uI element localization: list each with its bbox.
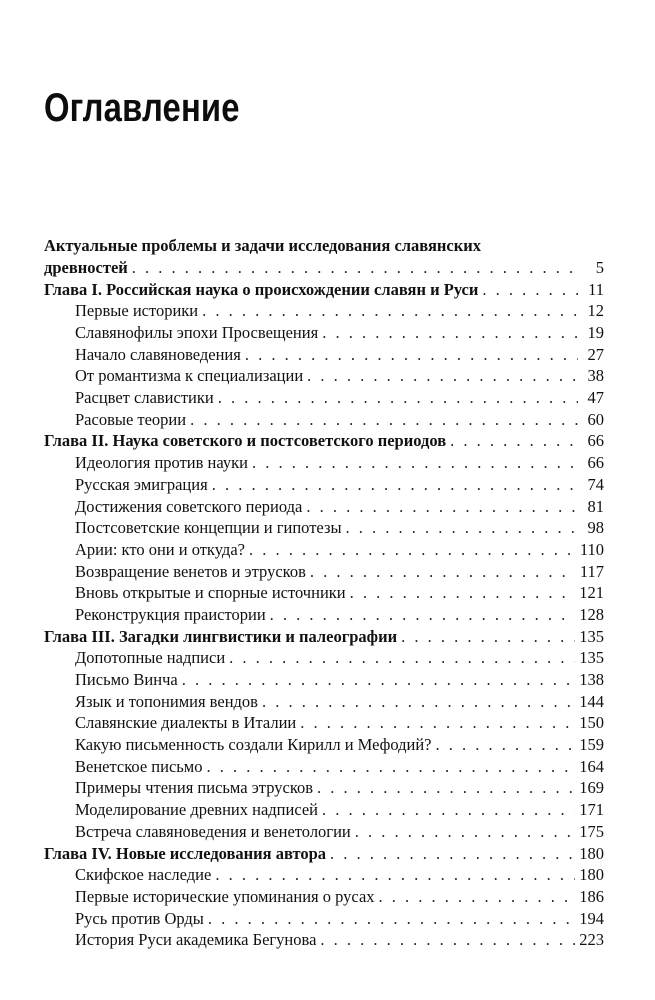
toc-section[interactable] [44, 929, 604, 951]
page-number: 19 [587, 323, 604, 343]
page-number: 150 [579, 713, 604, 733]
toc-chapter-4[interactable] [44, 843, 604, 865]
toc-chapter-1[interactable] [44, 279, 604, 301]
page-number: 169 [579, 778, 604, 798]
toc-section[interactable] [44, 647, 604, 669]
dot-leader [320, 929, 575, 951]
dot-leader [322, 799, 575, 821]
dot-leader [218, 387, 578, 409]
page-number: 38 [587, 366, 604, 386]
page-number: 98 [587, 518, 604, 538]
intro-title-line2: древностей [44, 257, 128, 277]
page-number: 180 [579, 865, 604, 885]
dot-leader [350, 582, 576, 604]
section-title: Примеры чтения письма этрусков [75, 778, 314, 798]
dot-leader [330, 843, 575, 865]
dot-leader [401, 626, 575, 648]
section-title: Моделирование древних надписей [75, 800, 319, 820]
section-title: Первые исторические упоминания о русах [75, 886, 375, 906]
toc-section[interactable] [44, 756, 604, 778]
section-title: От романтизма к специализации [75, 366, 304, 386]
toc-section[interactable] [44, 496, 604, 518]
section-title: Идеология против науки [75, 453, 248, 473]
chapter-title: Глава I. Российская наука о происхождении славян и Руси [44, 279, 479, 299]
toc-section[interactable] [44, 409, 604, 431]
page-number: 66 [587, 453, 604, 473]
section-title: Достижения советского периода [75, 496, 303, 516]
toc-section[interactable] [44, 539, 604, 561]
section-title: Вновь открытые и спорные источники [75, 583, 346, 603]
page-number: 180 [579, 843, 604, 863]
toc-section[interactable] [44, 387, 604, 409]
toc-section[interactable] [44, 778, 604, 800]
chapter-title: Глава IV. Новые исследования автора [44, 843, 327, 863]
page-number: 121 [579, 583, 604, 603]
toc-section[interactable] [44, 908, 604, 930]
dot-leader [215, 864, 575, 886]
section-title: Расовые теории [75, 409, 187, 429]
page-number: 5 [595, 257, 604, 277]
page-number: 135 [579, 626, 604, 646]
toc-entry-intro[interactable] [44, 257, 604, 279]
toc-section[interactable] [44, 344, 604, 366]
toc-section[interactable] [44, 734, 604, 756]
chapter-title: Глава II. Наука советского и постсоветского периодов [44, 431, 447, 451]
intro-title-line1: Актуальные проблемы и задачи исследования славянских [44, 236, 482, 255]
section-title: Русская эмиграция [75, 474, 208, 494]
chapter-title: Глава III. Загадки лингвистики и палеографии [44, 626, 398, 646]
section-title: Встреча славяноведения и венетологии [75, 821, 351, 841]
dot-leader [300, 712, 575, 734]
table-of-contents [44, 235, 604, 951]
page-number: 66 [587, 431, 604, 451]
toc-section[interactable] [44, 452, 604, 474]
toc-section[interactable] [44, 864, 604, 886]
dot-leader [306, 496, 578, 518]
toc-section[interactable] [44, 712, 604, 734]
page-number: 144 [579, 691, 604, 711]
dot-leader [262, 691, 575, 713]
dot-leader [436, 734, 576, 756]
dot-leader [229, 647, 575, 669]
page-number: 135 [579, 648, 604, 668]
section-title: Первые историки [75, 301, 199, 321]
page-title: Оглавление [44, 86, 240, 130]
dot-leader [310, 561, 576, 583]
section-title: Допотопные надписи [75, 648, 226, 668]
section-title: История Руси академика Бегунова [75, 930, 317, 950]
page-number: 12 [587, 301, 604, 321]
dot-leader [212, 474, 578, 496]
toc-section[interactable] [44, 561, 604, 583]
page-number: 74 [587, 474, 604, 494]
section-title: Возвращение венетов и этрусков [75, 561, 306, 581]
page-number: 159 [579, 735, 604, 755]
section-title: Расцвет славистики [75, 388, 214, 408]
section-title: Письмо Винча [75, 670, 178, 690]
page-number: 186 [579, 886, 604, 906]
section-title: Славянские диалекты в Италии [75, 713, 297, 733]
section-title: Славянофилы эпохи Просвещения [75, 323, 319, 343]
dot-leader [355, 821, 576, 843]
page-number: 47 [587, 388, 604, 408]
dot-leader [482, 279, 578, 301]
toc-section[interactable] [44, 300, 604, 322]
page-number: 110 [579, 539, 604, 559]
dot-leader [322, 322, 578, 344]
dot-leader [252, 452, 578, 474]
toc-chapter-3[interactable] [44, 626, 604, 648]
toc-chapter-2[interactable] [44, 431, 604, 453]
page-number: 171 [579, 800, 604, 820]
dot-leader [202, 300, 578, 322]
dot-leader [450, 430, 578, 452]
section-title: Арии: кто они и откуда? [75, 539, 245, 559]
toc-section[interactable] [44, 886, 604, 908]
toc-section[interactable] [44, 365, 604, 387]
toc-section[interactable] [44, 669, 604, 691]
page-number: 60 [587, 409, 604, 429]
dot-leader [245, 344, 578, 366]
toc-section[interactable] [44, 517, 604, 539]
dot-leader [208, 908, 575, 930]
page-number: 81 [587, 496, 604, 516]
section-title: Какую письменность создали Кирилл и Мефодий? [75, 735, 432, 755]
page-number: 11 [588, 279, 604, 299]
page-number: 128 [579, 604, 604, 624]
page-number: 27 [587, 344, 604, 364]
toc-section[interactable] [44, 604, 604, 626]
dot-leader [132, 257, 578, 279]
dot-leader [379, 886, 576, 908]
toc-section[interactable] [44, 821, 604, 843]
dot-leader [307, 365, 578, 387]
toc-section[interactable] [44, 322, 604, 344]
section-title: Постсоветские концепции и гипотезы [75, 518, 342, 538]
page-number: 223 [579, 930, 604, 950]
toc-section[interactable] [44, 582, 604, 604]
section-title: Русь против Орды [75, 908, 204, 928]
section-title: Начало славяноведения [75, 344, 241, 364]
page-number: 194 [579, 908, 604, 928]
page-number: 175 [579, 821, 604, 841]
section-title: Язык и топонимия вендов [75, 691, 258, 711]
dot-leader [270, 604, 576, 626]
section-title: Скифское наследие [75, 865, 212, 885]
dot-leader [346, 517, 578, 539]
section-title: Реконструкция праистории [75, 604, 266, 624]
toc-section[interactable] [44, 691, 604, 713]
page-number: 117 [579, 561, 604, 581]
dot-leader [182, 669, 576, 691]
dot-leader [207, 756, 576, 778]
dot-leader [317, 777, 575, 799]
dot-leader [190, 409, 578, 431]
page-number: 164 [579, 756, 604, 776]
dot-leader [249, 539, 576, 561]
section-title: Венетское письмо [75, 756, 203, 776]
page-number: 138 [579, 670, 604, 690]
toc-section[interactable] [44, 799, 604, 821]
toc-section[interactable] [44, 474, 604, 496]
